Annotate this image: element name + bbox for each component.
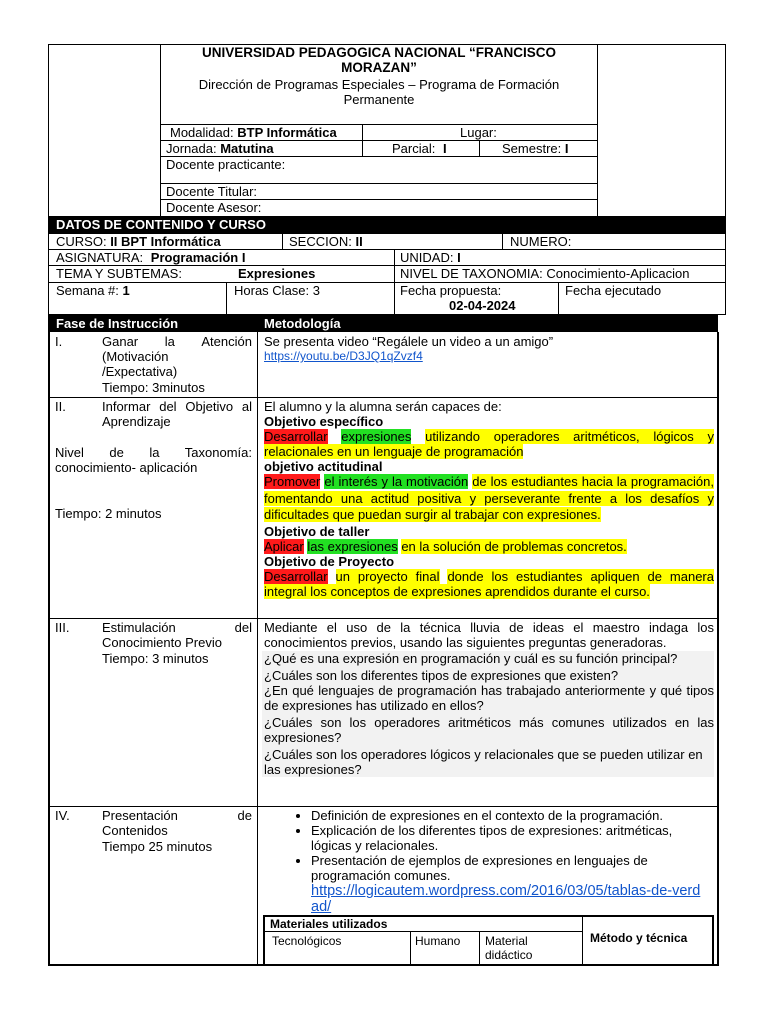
question-5: ¿Cuáles son los operadores lógicos y relacionales que se pueden utilizar en las expresiones? [264, 747, 703, 777]
unidad-label: UNIDAD: [400, 250, 454, 265]
obj1-verb: Desarrollar [264, 429, 328, 444]
phase1-number: I. [55, 334, 63, 349]
curso-field [56, 234, 221, 249]
objetivo-actitudinal-title: objetivo actitudinal [264, 459, 383, 474]
jornada-value: Matutina [220, 141, 274, 156]
fecha-propuesta-label: Fecha propuesta: [400, 283, 502, 298]
objetivo-especifico-title: Objetivo específico [264, 414, 384, 429]
phase2-nivel: Nivel de la Taxonomía: conocimiento- aplicación [55, 445, 252, 475]
materiales-header-line [265, 931, 582, 932]
objetivo-actitudinal-text [264, 474, 714, 524]
semestre-label: Semestre: [502, 141, 562, 156]
objetivo-taller-text [264, 539, 714, 554]
materiales-col-divider-2 [479, 931, 480, 966]
materiales-col-divider-3 [582, 917, 583, 966]
parcial-field [392, 141, 447, 156]
seccion-field [289, 234, 363, 249]
semana-value: 1 [122, 283, 130, 298]
phase1-title-word-c: Atención [201, 334, 252, 349]
materiales-tecnologicos: Tecnológicos [272, 934, 342, 948]
jornada-field [166, 141, 274, 156]
objetivo-proyecto-title: Objetivo de Proyecto [264, 553, 395, 569]
obj3-content: las expresiones [307, 538, 398, 554]
materiales-title: Materiales utilizados [270, 917, 388, 931]
content-item-1: • Definición de expresiones en el contexto de la programación. [311, 808, 713, 823]
fecha-divider [558, 282, 559, 315]
phase1-line3: /Expectativa) [102, 364, 178, 379]
content-item-3: • Presentación de ejemplos de expresiones en lenguajes de programación comunes. [311, 853, 713, 883]
question-4: ¿Cuáles son los operadores aritméticos más comunes utilizados en las expresiones? [264, 715, 714, 745]
jornada-divider-1 [362, 141, 363, 157]
phase2-content [264, 399, 714, 599]
phase1-title-word-b: la [164, 334, 175, 349]
phase3-number: III. [55, 620, 70, 635]
parcial-value: I [442, 141, 447, 156]
content-item-2: • Explicación de los diferentes tipos de expresiones: aritméticas, lógicas y relacionales. [311, 823, 713, 853]
obj3-condition: en la solución de problemas concretos. [401, 538, 627, 554]
semestre-value: I [564, 141, 569, 156]
phase1-line2: (Motivación [102, 349, 169, 364]
phase3-intro: Mediante el uso de la técnica lluvia de ideas el maestro indaga los conocimientos previos, usando las siguientes preguntas generadoras. [264, 620, 714, 650]
question-2: ¿Cuáles son los diferentes tipos de expresiones que existen? [264, 668, 619, 683]
obj1-condition: utilizando operadores aritméticos, lógicos y relacionales en un lenguaje de programación [264, 429, 714, 459]
phase3-title: Estimulación del Conocimiento Previo [102, 620, 252, 650]
phase1-title-word-a: Ganar [102, 334, 139, 349]
phase2-number: II. [55, 399, 66, 414]
phase2-time: Tiempo: 2 minutos [55, 506, 162, 521]
obj3-verb: Aplicar [264, 538, 304, 554]
table-header-col2: Metodología [264, 316, 341, 331]
curso-divider [282, 233, 283, 249]
jornada-label: Jornada: [166, 141, 217, 156]
phase4-time: Tiempo 25 minutos [102, 839, 213, 854]
phase3-questions [262, 651, 714, 777]
asignatura-divider [394, 249, 395, 315]
table-header-col1: Fase de Instrucción [56, 316, 179, 331]
fecha-propuesta-value: 02-04-2024 [449, 298, 516, 313]
semana-divider [226, 282, 227, 315]
obj2-verb: Promover [264, 474, 321, 489]
phase1-text: Se presenta video “Regálele un video a un amigo” [264, 334, 554, 349]
datos-title: DATOS DE CONTENIDO Y CURSO [56, 217, 266, 232]
datos-title-bar [48, 217, 726, 233]
phase2-title: Informar del Objetivo al Aprendizaje [102, 399, 252, 429]
modalidad-divider [362, 124, 363, 141]
horas-clase: Horas Clase: 3 [234, 283, 320, 298]
header-right-cell [597, 44, 726, 217]
docente-practicante: Docente practicante: [166, 157, 286, 172]
curso-value: II BPT Informática [110, 234, 221, 249]
university-title: UNIVERSIDAD PEDAGOGICA NACIONAL “FRANCISCO MORAZAN” [201, 45, 557, 75]
question-3: ¿En qué lenguajes de programación has trabajado anteriormente y qué tipos de expresiones has utilizado en ellos? [264, 683, 714, 713]
phase2-intro: El alumno y la alumna serán capaces de: [264, 399, 502, 414]
modalidad-value: BTP Informática [237, 125, 337, 140]
direction-subtitle: Dirección de Programas Especiales – Programa de Formación Permanente [198, 77, 560, 107]
parcial-label: Parcial: [392, 141, 436, 156]
unidad-value: I [457, 250, 461, 265]
obj4-content: un proyecto final [335, 568, 440, 584]
obj4-verb: Desarrollar [264, 568, 328, 584]
objetivo-especifico-text [264, 429, 714, 459]
semestre-field [502, 141, 569, 156]
materiales-col-divider-1 [410, 931, 411, 966]
jornada-divider-2 [479, 141, 480, 157]
phase1-title-line [102, 334, 252, 349]
fecha-ejecutado-label: Fecha ejecutado [565, 283, 662, 298]
semana-label: Semana #: [56, 283, 119, 298]
materiales-didactico: Material didáctico [485, 934, 533, 962]
lugar-label: Lugar: [460, 125, 497, 140]
asignatura-value: Programación I [150, 250, 246, 265]
obj2-condition: de los estudiantes hacia la programación, fomentando una actitud positiva y perseverante frente a los desafíos y dificultades que puedan surgir al trabajar con expresiones. [264, 474, 714, 522]
phase3-time: Tiempo: 3 minutos [102, 651, 209, 666]
header-left-cell [48, 44, 161, 217]
docente-asesor: Docente Asesor: [166, 200, 262, 215]
modalidad-field [170, 125, 337, 140]
unidad-field [400, 250, 461, 265]
semana-field [56, 283, 130, 298]
obj2-content: el interés y la motivación [324, 474, 469, 489]
objetivo-taller-title: Objetivo de taller [264, 523, 370, 539]
seccion-label: SECCION: [289, 234, 352, 249]
nivel-taxonomia: NIVEL DE TAXONOMIA: Conocimiento-Aplicacion [400, 266, 690, 281]
asignatura-field [56, 250, 245, 265]
obj4-condition: donde los estudiantes apliquen de manera integral los conceptos de expresiones aprendidos durante el curso. [264, 568, 714, 599]
tema-value: Expresiones [238, 266, 316, 281]
phase1-time: Tiempo: 3minutos [102, 380, 205, 395]
tablas-verdad-link[interactable]: https://logicautem.wordpress.com/2016/03/05/tablas-de-verdad/ [311, 883, 701, 915]
phase4-bullets [263, 808, 713, 883]
seccion-divider [502, 233, 503, 249]
seccion-value: II [355, 234, 363, 249]
phase1-video-link[interactable]: https://youtu.be/D3JQ1qZvzf4 [264, 349, 423, 363]
materiales-humano: Humano [415, 934, 461, 948]
row-divider-3 [48, 806, 719, 807]
phase4-number: IV. [55, 808, 70, 823]
table-col-divider [257, 332, 258, 966]
objetivo-proyecto-text [264, 569, 714, 599]
obj1-content: expresiones [341, 429, 412, 444]
modalidad-label: Modalidad: [170, 125, 234, 140]
numero-label: NUMERO: [510, 234, 572, 249]
phase4-title: Presentación de Contenidos [102, 808, 252, 838]
row-divider-1 [48, 397, 719, 398]
docente-titular: Docente Titular: [166, 184, 258, 199]
content-list [263, 808, 713, 883]
tema-label: TEMA Y SUBTEMAS: [56, 266, 182, 281]
metodo-tecnica: Método y técnica [590, 931, 688, 945]
curso-label: CURSO: [56, 234, 107, 249]
question-1: ¿Qué es una expresión en programación y cuál es su función principal? [264, 651, 678, 666]
row-divider-2 [48, 618, 719, 619]
asignatura-label: ASIGNATURA: [56, 250, 144, 265]
